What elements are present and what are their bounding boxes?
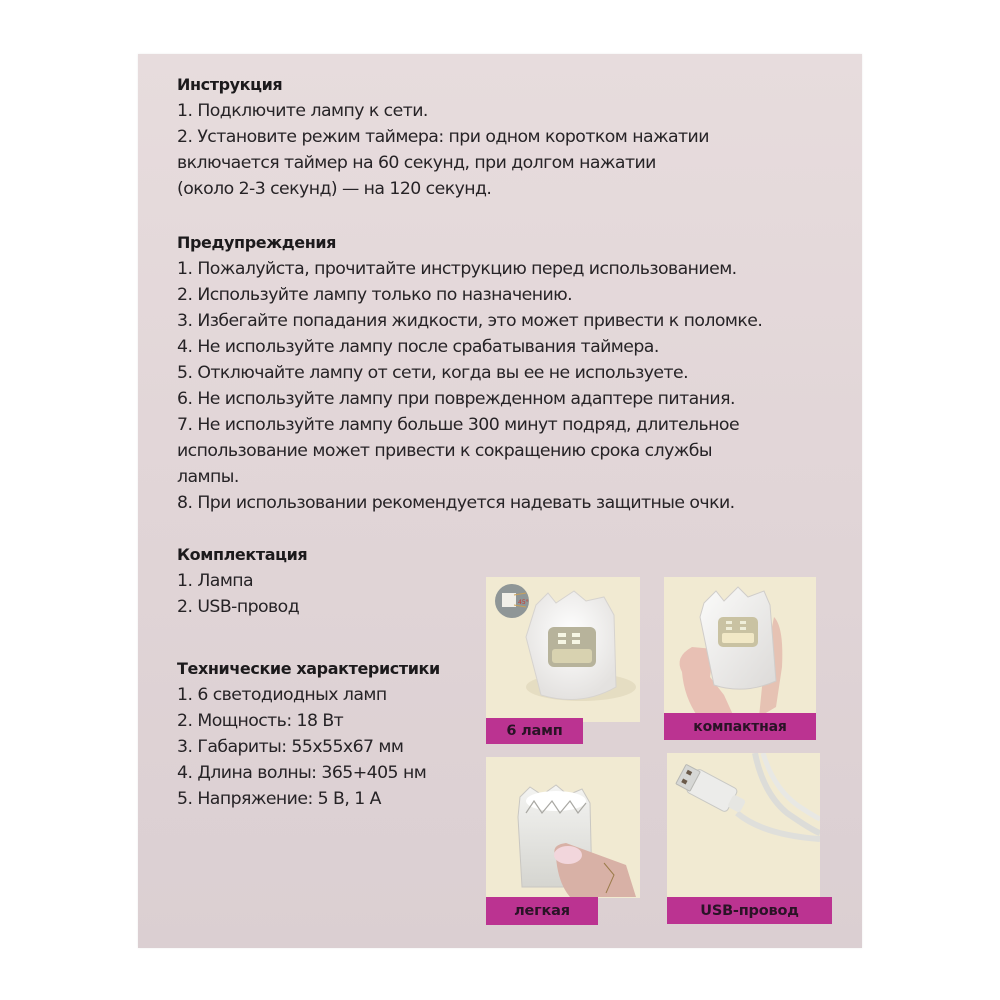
warning-line: 2. Используйте лампу только по назначению. — [177, 285, 573, 305]
warning-line: 8. При использовании рекомендуется надевать защитные очки. — [177, 493, 735, 513]
warning-line: 4. Не используйте лампу после срабатывания таймера. — [177, 337, 659, 357]
instruction-line: (около 2-3 секунд) — на 120 секунд. — [177, 179, 492, 199]
spacer — [177, 516, 837, 542]
photo-panel-compact — [664, 577, 816, 740]
instruction-section — [177, 72, 837, 202]
spec-line: 4. Длина волны: 365+405 нм — [177, 763, 427, 783]
lamp-with-leds-photo — [486, 577, 640, 722]
warning-line: 6. Не используйте лампу при поврежденном адаптере питания. — [177, 389, 735, 409]
photo-panel-usb-cable — [667, 753, 820, 898]
package-back-panel — [138, 54, 862, 948]
lamp-on-finger-photo — [486, 757, 640, 898]
led-angle-inset-icon — [495, 584, 529, 618]
specs-heading: Технические характеристики — [177, 659, 440, 678]
spec-line: 3. Габариты: 55x55x67 мм — [177, 737, 404, 757]
svg-text:45°: 45° — [518, 599, 529, 606]
warnings-section — [177, 230, 837, 516]
label-6-lamps: 6 ламп — [486, 718, 583, 744]
spec-line: 2. Мощность: 18 Вт — [177, 711, 344, 731]
warning-line: 7. Не используйте лампу больше 300 минут подряд, длительное — [177, 415, 740, 435]
warning-line: использование может привести к сокращению срока службы — [177, 441, 712, 461]
usb-cable-photo — [667, 753, 820, 898]
label-usb-cable: USB-провод — [667, 897, 832, 924]
warning-line: лампы. — [177, 467, 239, 487]
warning-line: 1. Пожалуйста, прочитайте инструкцию перед использованием. — [177, 259, 737, 279]
warnings-heading: Предупреждения — [177, 233, 337, 252]
package-line: 1. Лампа — [177, 571, 254, 591]
instruction-heading: Инструкция — [177, 75, 283, 94]
label-compact: компактная — [664, 713, 816, 740]
instruction-line: 1. Подключите лампу к сети. — [177, 101, 428, 121]
photo-panel-6-lamps — [486, 577, 640, 722]
spec-line: 1. 6 светодиодных ламп — [177, 685, 387, 705]
spec-line: 5. Напряжение: 5 В, 1 А — [177, 789, 381, 809]
warning-line: 3. Избегайте попадания жидкости, это может привести к поломке. — [177, 311, 763, 331]
warning-line: 5. Отключайте лампу от сети, когда вы ее не используете. — [177, 363, 689, 383]
label-light: легкая — [486, 897, 598, 925]
package-line: 2. USB-провод — [177, 597, 300, 617]
instruction-line: 2. Установите режим таймера: при одном коротком нажатии — [177, 127, 709, 147]
photo-panel-light — [486, 757, 640, 898]
package-heading: Комплектация — [177, 545, 308, 564]
spacer — [177, 202, 837, 230]
instruction-line: включается таймер на 60 секунд, при долгом нажатии — [177, 153, 656, 173]
